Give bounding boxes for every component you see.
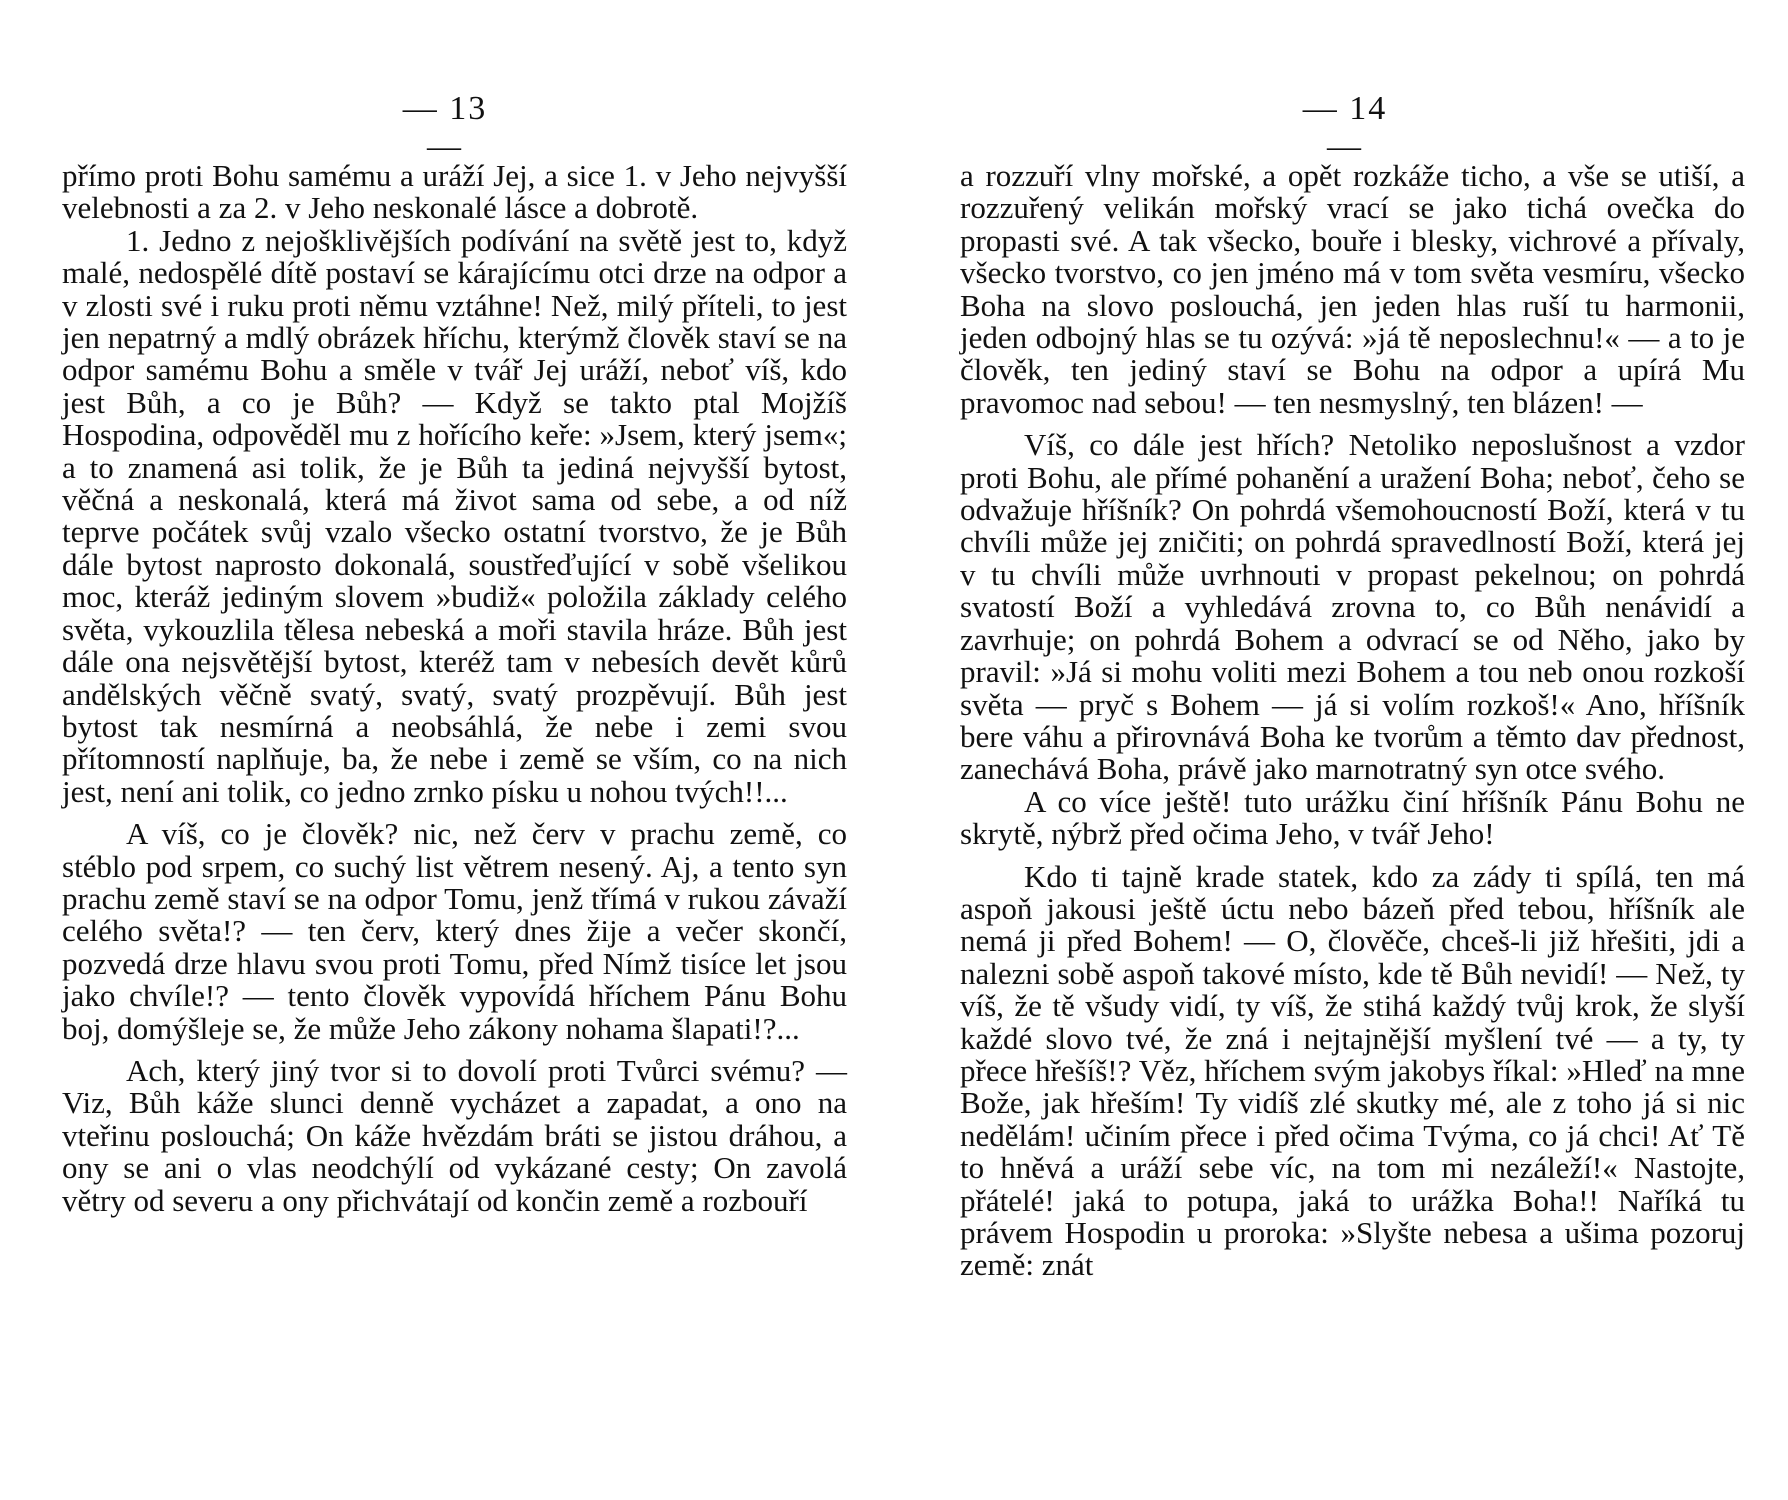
paragraph: 1. Jedno z nejošklivějších podívání na světě jest to, když malé, nedospělé dítě postaví se kárajícímu otci drze na odpor a v zlosti své i ruku proti němu vztáhne! Než, milý příteli, to jest jen nepatrný a mdlý obrázek hříchu, kterýmž člověk staví se na odpor samému Bohu a směle v tvář Jej uráží, neboť víš, kdo jest Bůh, a co je Bůh? — Když se takto ptal Mojžíš Hospodina, odpověděl mu z hořícího keře: »Jsem, který jsem«; a to znamená asi tolik, že je Bůh ta jediná nejvyšší bytost, věčná a neskonalá, která má život sama od sebe, a od níž teprve počátek svůj vzalo všecko ostatní tvorstvo, že je Bůh dále bytost naprosto dokonalá, soustřeďující v sobě všelikou moc, kteráž jediným slovem »budiž« položila základy celého světa, vykouzlila tělesa nebeská a moři stavila hráze. Bůh jest dále ona nejsvětější bytost, kteréž tam v nebesích devět kůrů andělských věčně svatý, svatý, svatý prozpěvují. Bůh jest bytost tak nesmírná a neobsáhlá, že nebe i zemi svou přítomností naplňuje, ba, že nebe i země se vším, co na nich jest, není ani tolik, co jedno zrnko písku u nohou tvých!!... bbox=[62, 222, 847, 809]
paragraph: Víš, co dále jest hřích? Netoliko neposlušnost a vzdor proti Bohu, ale přímé pohanění a uražení Boha; neboť, čeho se odvažuje hříšník? On pohrdá všemohoucností Boží, která v tu chvíli může jej zničiti; on pohrdá spravedlností Boží, která jej v tu chvíli může uvrhnouti v propast pekelnou; on pohrdá svatostí Boží a vyhledává zrovna to, co Bůh nenávidí a zavrhuje; on pohrdá Bohem a odvrací se od Něho, jako by pravil: »Já si mohu voliti mezi Bohem a tou neb onou rozkoší světa — pryč s Bohem — já si volím rozkoš!« Ano, hříšník bere váhu a přirovnává Boha ke tvorům a těmto dav přednost, zanechává Boha, právě jako marnotratný syn otce svého. bbox=[960, 427, 1745, 787]
page-number-left: — 13 — bbox=[402, 90, 488, 165]
paragraph: A co více ještě! tuto urážku činí hříšník Pánu Bohu ne skrytě, nýbrž před očima Jeho, v tvář Jeho! bbox=[960, 783, 1745, 852]
paragraph: Kdo ti tajně krade statek, kdo za zády ti spílá, ten má aspoň jakousi ještě úctu nebo bázeň před tebou, hříšník ale nemá ji před Bohem! — O, člověče, chceš-li již hřešiti, jdi a nalezni sobě aspoň takové místo, kde tě Bůh nevidí! — Než, ty víš, že tě všudy vidí, ty víš, že stihá každý tvůj krok, že slyší každé slovo tvé, že zná i nejtajnější myšlení tvé — a ty, ty přece hřešíš!? Věz, hříchem svým jakobys říkal: »Hleď na mne Bože, jak hřeším! Ty vidíš zlé skutky mé, ale z toho já si nic nedělám! učiním přece i před očima Tvýma, co já chci! Ať Tě to hněvá a uráží sebe víc, na tom mi nezáleží!« Nastojte, přátelé! jaká to potupa, jaká to urážka Boha!! Naříká tu právem Hospodin u proroka: »Slyšte nebesa a ušima pozoruj země: znát bbox=[960, 858, 1745, 1283]
right-page-text bbox=[960, 160, 1745, 1282]
paragraph: A víš, co je člověk? nic, než červ v prachu země, co stéblo pod srpem, co suchý list větrem nesený. Aj, a tento syn prachu země staví se na odpor Tomu, jenž třímá v rukou závaží celého světa!? — ten červ, který dnes žije a večer skončí, pozvedá drze hlavu svou proti Tomu, před Nímž tisíce let jsou jako chvíle!? — tento člověk vypovídá hříchem Pánu Bohu boj, domýšleje se, že může Jeho zákony nohama šlapati!?... bbox=[62, 816, 847, 1046]
paragraph: a rozzuří vlny mořské, a opět rozkáže ticho, a vše se utiší, a rozzuřený velikán mořský vrací se jako tichá ovečka do propasti své. A tak všecko, bouře i blesky, vichrové a přívaly, všecko tvorstvo, co jen jméno má v tom světa vesmíru, všecko Boha na slovo poslouchá, jen jeden hlas ruší tu harmonii, jeden odbojný hlas se tu ozývá: »já tě neposlechnu!« — a to je člověk, ten jediný staví se Bohu na odpor a upírá Mu pravomoc nad sebou! — ten nesmyslný, ten blázen! — bbox=[960, 158, 1745, 420]
left-page-text bbox=[62, 160, 847, 1217]
page-number-right: — 14 — bbox=[1302, 90, 1388, 165]
paragraph: přímo proti Bohu samému a uráží Jej, a sice 1. v Jeho nejvyšší velebnosti a za 2. v Jeho neskonalé lásce a dobrotě. bbox=[62, 158, 847, 226]
paragraph: Ach, který jiný tvor si to dovolí proti Tvůrci svému? — Viz, Bůh káže slunci denně vycházet a zapadat, a ono na vteřinu poslouchá; On káže hvězdám bráti se jistou dráhou, a ony se ani o vlas neodchýlí od vykázané cesty; On zavolá větry od severu a ony přichvátají od končin země a rozbouří bbox=[62, 1052, 847, 1218]
right-page bbox=[900, 0, 1788, 1500]
